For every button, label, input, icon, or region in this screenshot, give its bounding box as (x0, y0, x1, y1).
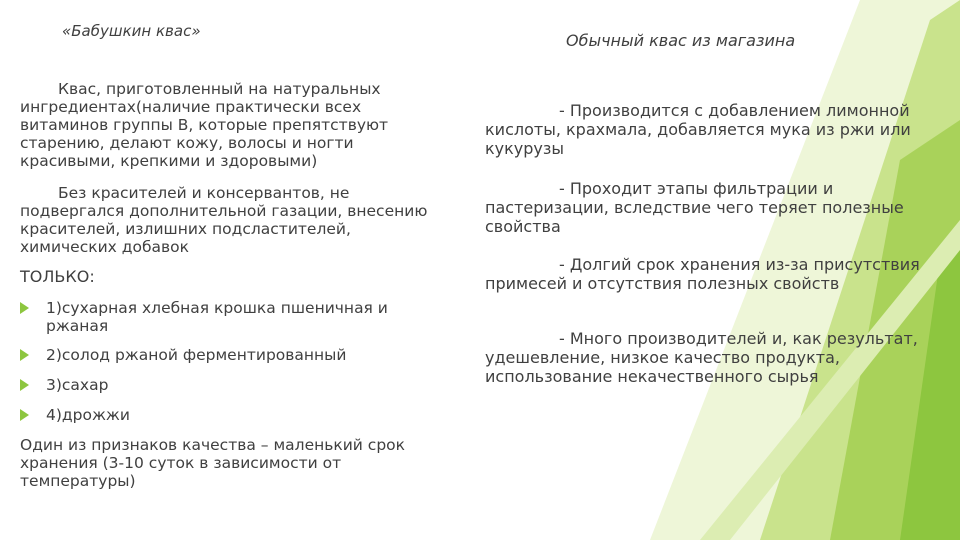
right-point-3: - Долгий срок хранения из-за присутствия примесей и отсутствия полезных свойств (485, 255, 920, 293)
ingredient-text: 4)дрожжи (46, 406, 130, 424)
ingredient-item (46, 406, 436, 424)
left-paragraph-1: Квас, приготовленный на натуральных ингредиентах(наличие практически всех витаминов группы В, которые препятствуют старению, делают кожу, волосы и ногти красивыми, крепкими и здоровыми) (20, 80, 389, 170)
triangle-bullet-icon (20, 349, 29, 361)
ingredient-text: 1)сухарная хлебная крошка пшеничная и ржаная (46, 299, 388, 335)
triangle-bullet-icon (20, 379, 29, 391)
ingredient-text: 3)сахар (46, 376, 109, 394)
right-point-1: - Производится с добавлением лимонной кислоты, крахмала, добавляется мука из ржи или кукурузы (485, 101, 911, 158)
triangle-bullet-icon (20, 302, 29, 314)
ingredient-item (46, 299, 436, 335)
left-title: «Бабушкин квас» (62, 22, 201, 40)
ingredient-item (46, 346, 436, 364)
only-label: ТОЛЬКО: (20, 267, 95, 286)
right-title: Обычный квас из магазина (566, 31, 796, 50)
triangle-bullet-icon (20, 409, 29, 421)
quality-note: Один из признаков качества – маленький срок хранения (3-10 суток в зависимости от температуры) (20, 436, 406, 490)
right-point-4: - Много производителей и, как результат, удешевление, низкое качество продукта, использование некачественного сырья (485, 329, 918, 386)
ingredient-item (46, 376, 436, 394)
ingredient-text: 2)солод ржаной ферментированный (46, 346, 347, 364)
right-point-2: - Проходит этапы фильтрации и пастеризации, вследствие чего теряет полезные свойства (485, 179, 904, 236)
left-paragraph-2: Без красителей и консервантов, не подвергался дополнительной газации, внесению красителей, излишних подсластителей, химических добавок (20, 184, 428, 256)
